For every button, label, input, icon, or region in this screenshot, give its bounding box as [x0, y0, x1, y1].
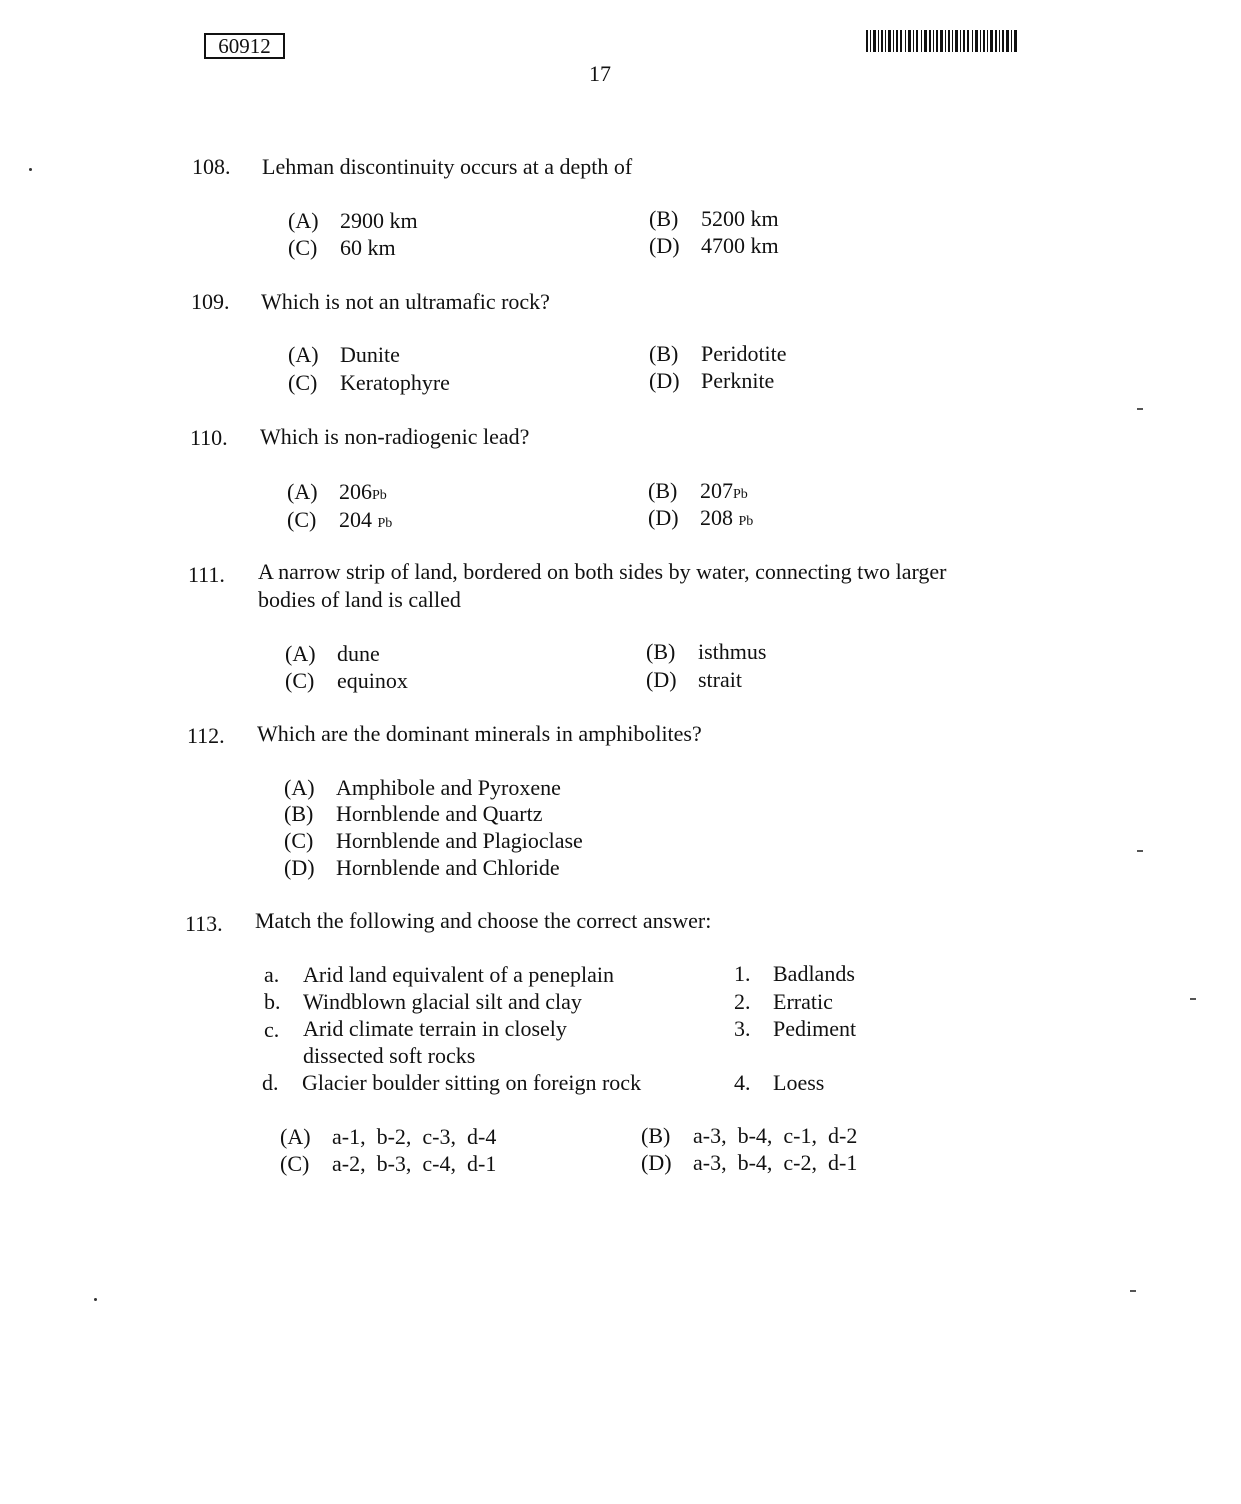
question-text-line1: A narrow strip of land, bordered on both sides by water, connecting two larger	[258, 559, 947, 584]
question-text: Lehman discontinuity occurs at a depth of	[262, 154, 633, 179]
question-text: Which is non-radiogenic lead?	[260, 424, 530, 449]
scan-mark	[1130, 1290, 1136, 1292]
option-text: Keratophyre	[340, 370, 450, 395]
scan-mark	[1137, 408, 1143, 410]
option-label: (B)	[649, 341, 679, 366]
question-number: 110.	[190, 425, 228, 450]
option-label: (C)	[285, 668, 315, 693]
question-number: 108.	[192, 154, 231, 179]
option-d	[646, 666, 742, 693]
scan-mark	[1190, 998, 1196, 1000]
option-text: isthmus	[698, 639, 767, 664]
option-label: (D)	[641, 1150, 672, 1175]
option-a	[285, 640, 380, 667]
isotope-symbol: Pb	[733, 487, 748, 502]
option-text: Hornblende and Chloride	[336, 855, 560, 880]
option-label: (B)	[641, 1123, 671, 1148]
option-text: 5200 km	[701, 206, 779, 231]
match-label-3: 3.	[734, 1016, 751, 1041]
option-label: (C)	[287, 507, 317, 532]
option-b	[649, 205, 779, 232]
option-b	[641, 1122, 857, 1149]
question-text: Which is not an ultramafic rock?	[261, 289, 550, 314]
option-label: (D)	[284, 855, 315, 880]
option-label: (B)	[649, 206, 679, 231]
scan-speck	[29, 168, 32, 171]
option-label: (A)	[288, 342, 319, 367]
option-label: (D)	[646, 667, 677, 692]
option-b	[649, 340, 787, 367]
option-a	[284, 774, 561, 801]
isotope-mass: 206	[339, 479, 372, 504]
question-number: 109.	[191, 289, 230, 314]
option-a	[288, 207, 418, 234]
option-c	[284, 827, 583, 854]
match-label-1: 1.	[734, 961, 751, 986]
option-text: 60 km	[340, 235, 396, 260]
question-text: Which are the dominant minerals in amphibolites?	[257, 721, 702, 746]
match-item-d: Glacier boulder sitting on foreign rock	[302, 1070, 642, 1095]
option-label: (D)	[649, 368, 680, 393]
option-label: (C)	[284, 828, 314, 853]
option-d	[649, 232, 779, 259]
question-text: Match the following and choose the correct answer:	[255, 908, 712, 933]
isotope-symbol: Pb	[377, 516, 393, 531]
option-text: Perknite	[701, 368, 775, 393]
barcode	[866, 30, 1018, 52]
option-a	[288, 341, 400, 368]
match-label-c: c.	[264, 1017, 280, 1042]
option-d	[648, 504, 753, 535]
question-number: 111.	[188, 562, 225, 587]
question-text-line2: bodies of land is called	[258, 587, 461, 612]
option-label: (C)	[288, 370, 318, 395]
option-label: (A)	[288, 208, 319, 233]
question-number: 113.	[185, 911, 223, 936]
isotope-mass: 204	[339, 507, 372, 532]
option-label: (A)	[284, 775, 315, 800]
option-text: Peridotite	[701, 341, 787, 366]
option-c	[287, 506, 392, 537]
option-d	[641, 1149, 857, 1176]
paper-code: 60912	[218, 34, 271, 58]
option-text: a-3, b-4, c-2, d-1	[693, 1150, 858, 1175]
option-text: Hornblende and Plagioclase	[336, 828, 583, 853]
option-label: (D)	[649, 233, 680, 258]
match-item-b: Windblown glacial silt and clay	[303, 989, 582, 1014]
isotope-symbol: Pb	[372, 488, 387, 503]
option-text: 4700 km	[701, 233, 779, 258]
match-item-4: Loess	[773, 1070, 825, 1095]
option-text: dune	[337, 641, 380, 666]
match-item-c-line1: Arid climate terrain in closely	[303, 1016, 567, 1041]
option-label: (B)	[646, 639, 676, 664]
option-c	[285, 667, 408, 694]
option-d	[284, 854, 560, 881]
match-label-d: d.	[262, 1070, 279, 1095]
match-label-b: b.	[264, 989, 281, 1014]
isotope-mass: 207	[700, 478, 733, 503]
isotope-mass: 208	[700, 505, 733, 530]
option-label: (B)	[648, 478, 678, 503]
option-a	[280, 1123, 496, 1150]
option-b	[284, 800, 542, 827]
option-c	[280, 1150, 496, 1177]
match-item-1: Badlands	[773, 961, 855, 986]
option-label: (D)	[648, 505, 679, 530]
option-text: a-1, b-2, c-3, d-4	[332, 1124, 497, 1149]
scan-speck	[94, 1298, 97, 1301]
match-item-c-line2: dissected soft rocks	[303, 1043, 476, 1068]
scan-mark	[1137, 850, 1143, 852]
option-label: (A)	[280, 1124, 311, 1149]
paper-code-box	[204, 33, 285, 59]
question-number: 112.	[187, 723, 225, 748]
option-c	[288, 369, 450, 396]
option-label: (B)	[284, 801, 314, 826]
option-b	[646, 638, 766, 665]
option-label: (C)	[280, 1151, 310, 1176]
option-text: strait	[698, 667, 742, 692]
option-text: a-2, b-3, c-4, d-1	[332, 1151, 497, 1176]
match-item-3: Pediment	[773, 1016, 857, 1041]
option-text: a-3, b-4, c-1, d-2	[693, 1123, 858, 1148]
option-text: equinox	[337, 668, 408, 693]
match-label-2: 2.	[734, 989, 751, 1014]
isotope-symbol: Pb	[738, 514, 754, 529]
option-text: Amphibole and Pyroxene	[336, 775, 561, 800]
option-text: Dunite	[340, 342, 400, 367]
match-label-4: 4.	[734, 1070, 751, 1095]
page-number: 17	[589, 61, 611, 86]
option-text: Hornblende and Quartz	[336, 801, 543, 826]
option-label: (C)	[288, 235, 318, 260]
option-label: (A)	[285, 641, 316, 666]
option-label: (A)	[287, 479, 318, 504]
option-d	[649, 367, 774, 394]
match-label-a: a.	[264, 962, 280, 987]
match-item-a: Arid land equivalent of a peneplain	[303, 962, 614, 987]
option-text: 2900 km	[340, 208, 418, 233]
option-a	[287, 478, 387, 509]
option-c	[288, 234, 396, 261]
match-item-2: Erratic	[773, 989, 833, 1014]
